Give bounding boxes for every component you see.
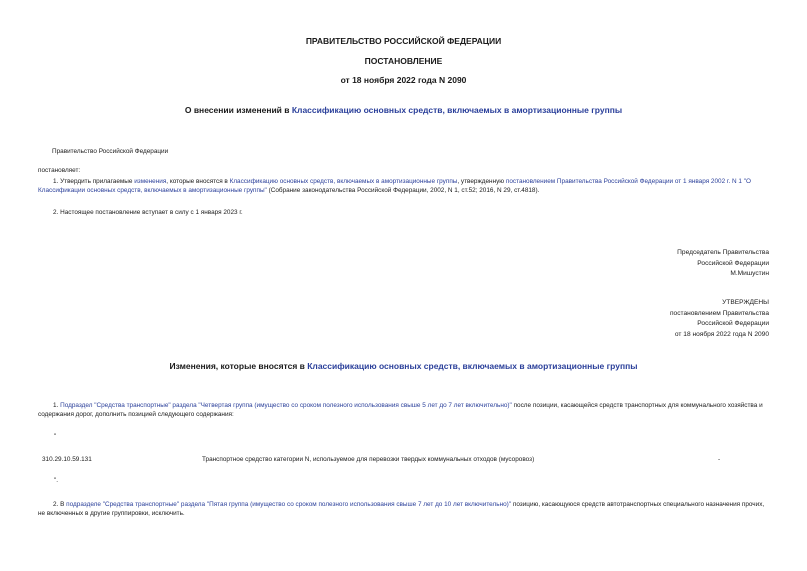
quote-close: ". [54,477,59,484]
item-2-text: позицию, касающуюся средств автотранспортных специального назначения прочих, не включенных в другие группировки, исключить. [38,501,765,518]
subsection-link-1[interactable]: Подраздел "Средства транспортные" раздела "Четвертая группа (имущество со сроком полезного использования свыше 5 лет до 7 лет включительно)" [60,402,512,409]
paragraph-2: 2. Настоящее постановление вступает в силу с 1 января 2023 г. [53,209,243,216]
document-title [0,105,807,115]
item-2 [38,500,769,519]
approval-date: от 18 ноября 2022 года N 2090 [674,330,769,338]
quote-open: " [54,433,57,440]
item-1-text: после позиции, касающейся средств транспортных для коммунального хозяйства и содержания дорог, дополнить позицией следующего содержания: [38,402,763,419]
signature-position: Председатель Правительства [677,249,769,256]
government-heading: ПРАВИТЕЛЬСТВО РОССИЙСКОЙ ФЕДЕРАЦИИ [305,36,502,46]
approval-line: Российской Федерации [697,320,769,328]
classification-link-3[interactable]: Классификацию основных средств, включаемых в амортизационные группы [307,361,638,371]
paragraph-1-text: (Собрание законодательства Российской Федерации, 2002, N 1, ст.52; 2016, N 29, ст.4818). [266,187,540,195]
paragraph-1-text: , которые вносятся в [166,178,230,185]
classification-link-2[interactable]: Классификацию основных средств, включаемых в амортизационные группы [229,178,458,185]
position-dash: - [718,456,721,463]
resolves-text: постановляет: [38,167,81,174]
changes-title-prefix: Изменения, которые вносятся в [169,361,308,371]
signature-block [677,248,769,280]
resolution-link[interactable]: постановлением Правительства Российской Федерации от 1 января 2002 г. N 1 "О Классификации основных средств, включаемых в амортизационные группы" [38,178,751,195]
classification-link[interactable]: Классификацию основных средств, включаемых в амортизационные группы [291,105,623,115]
signature-position-2: Российской Федерации [697,259,769,267]
changes-title [0,361,807,371]
signature-name: М.Мишустин [730,270,769,278]
approval-block [670,298,769,340]
paragraph-1 [38,177,769,196]
approval-heading: УТВЕРЖДЕНЫ [722,299,769,306]
document-title-prefix: О внесении изменений в [184,105,292,115]
approval-line: постановлением Правительства [669,309,769,317]
document-date-number: от 18 ноября 2022 года N 2090 [340,75,467,85]
changes-link[interactable]: изменения [134,178,167,185]
document-type: ПОСТАНОВЛЕНИЕ [364,56,443,66]
paragraph-1-text: 1. Утвердить прилагаемые [53,178,135,185]
item-1-text: 1. [53,402,61,409]
subsection-link-2[interactable]: подразделе "Средства транспортные" раздела "Пятая группа (имущество со сроком полезного использования свыше 7 лет до 10 лет включительно)" [66,501,512,508]
item-2-text: 2. В [53,501,67,508]
paragraph-1-text: , утвержденную [457,178,506,185]
issuer-text: Правительство Российской Федерации [52,148,169,155]
item-1 [38,401,769,420]
position-name: Транспортное средство категории N, используемое для перевозки твердых коммунальных отходов (мусоровоз) [202,456,535,463]
position-code: 310.29.10.59.131 [42,456,92,463]
